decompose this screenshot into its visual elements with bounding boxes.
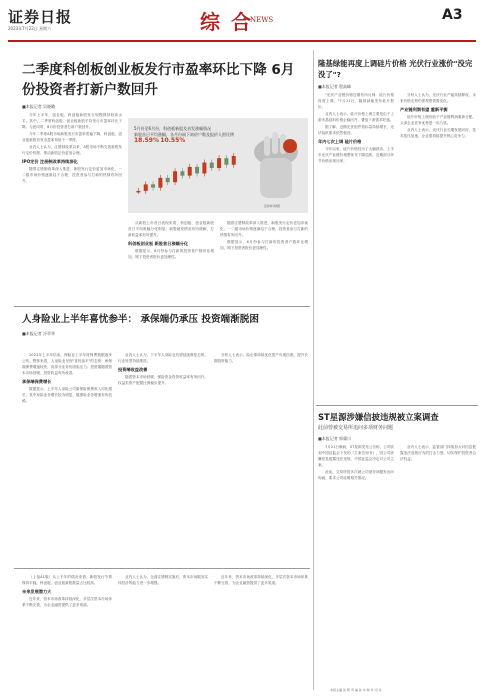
candle-body [217,158,221,168]
section-divider [316,405,478,406]
masthead [0,0,484,46]
paragraph: 从新股上市首日表现来看，科创板、创业板新股首日平均涨幅分化明显。新股破发情况有所缓解，打新收益率有所提升。 [128,221,214,237]
paragraph: 数据显示，6月份参与打新的投资者户数环比增加，网下投资者报价更加理性。 [220,240,308,250]
paragraph: 今年上半年，创业板、科创板新股发行规模保持较高水平。其中，二季度科创板、创业板新股平均发行市盈率环比下降。与此同时，6月份投资者打新户数回升。 [22,113,122,129]
infographic-value-1: 18.59% [134,137,159,144]
candle-body [188,167,192,176]
section-divider [14,306,310,307]
lead-article [22,60,308,110]
paragraph: 数据显示，6月份参与打新的投资者户数环比增加，网下投资者报价更加理性。 [128,249,214,259]
candle-body [210,163,214,168]
paragraph: 随着资本市场回暖，保险资金投资收益率有所回升，权益类资产配置比例稳步提升。 [118,375,208,385]
lead-subheading: 科创板创业板 新股首日涨幅分化 [128,241,189,246]
st-article-title: ST星源涉嫌信披违规被立案调查 [318,412,439,422]
infographic-line-2: 新股首日平均涨幅，各月份网下询价户数及报价入围比例 [134,132,234,137]
lead-subheading: IPO定价 注册制改革持续深化 [22,159,78,164]
lead-article-column-2 [128,220,214,302]
insurance-subheading: 投资端收益改善 [118,367,148,372]
candle-body [180,171,184,175]
section-divider [14,568,310,569]
insurance-subheading: 承保端保费增长 [22,379,52,384]
infographic-caption [134,126,234,144]
right-article-column-1 [318,92,394,400]
paragraph: 近年来，资本市场改革持续深化，多层次资本市场体系不断完善，为企业融资提供了更多渠道。 [22,597,112,607]
paragraph: 7月21日晚间，ST星源发布公告称，公司收到中国证监会下发的《立案告知书》，因公司涉嫌信息披露违法违规，中国证监会决定对公司立案。 [318,445,394,467]
lead-article-byline: ■本报记者 吴晓璐 [22,104,56,109]
paragraph: 业内人士认为，下半年人身险业有望延续修复态势，行业转型持续推进。 [118,353,208,363]
candlestick-graphic [132,152,242,206]
st-article-column-1 [318,444,394,684]
hand-illustration [246,122,306,210]
paragraph: 业内人士表示，监管部门持续加大对信息披露违法违规行为的打击力度，切实保护投资者合法权益。 [400,445,476,461]
paragraph: 2023年上半年结束，保险业上半年度保费数据逐步公布。整体来看，人身险业呈现"喜忧参半"的态势：承保端保费增速较快，但部分业务仍面临压力；投资端随着资本市场回暖，投资收益有所改善。 [22,353,112,375]
infographic [128,118,308,213]
candle-body [224,158,228,165]
insurance-article-column-3 [214,352,308,562]
paragraph: 业内人士认为，注册制改革以来，A股市场不断完善新股发行定价机制，推动新股定价更加合理。 [22,145,122,155]
page-number: A3 [442,7,463,23]
candle-body [151,184,155,187]
lead-article-column-1 [22,112,122,302]
paragraph: （上接A1版）从上半年的情况来看，新股发行节奏保持平稳，科创板、创业板新股数量占比较高。 [22,575,112,585]
section-title: 综 合 [200,10,253,34]
infographic-line-1: 5月份至6月份，科创板新股及首发涨幅情况 [134,126,212,131]
newspaper-brand: 证券日报 [8,8,73,26]
paragraph: 业内人士认为，全面注册制实施后，资本市场服务实体经济的能力进一步增强。 [118,575,208,585]
st-article-column-2 [400,444,476,684]
insurance-article-byline: ■本报记者 冷翠华 [22,331,56,336]
candle-body [166,178,170,182]
paragraph: 分析人士表示，险企需持续优化资产负债匹配，提升长期投资能力。 [214,353,308,363]
right-subheading: 产业链利润有望 重新平衡 [400,107,448,112]
lead-article-column-3 [220,220,308,302]
page-footer: 本版主编 沈 明 责 编 孙 华 制 作 闫 亮 [330,688,382,692]
insurance-article-title: 人身险业上半年喜忧参半： 承保端仍承压 投资端渐脱困 [22,314,259,325]
paragraph: 分析人士认为，光伏行业产能持续释放，未来价格走势仍需观察供需变化。 [400,93,476,103]
right-article-byline: ■本报记者 殷高峰 [318,84,352,89]
st-article-subtitle: 此前曾被交易所追问多项财务问题 [318,425,394,431]
candle-body [202,163,206,174]
candle-body [232,156,236,165]
paragraph: 今年以来，硅片价格经历了大幅波动。上半年光伏产业链价格整体呈下降趋势，近期部分环节价格出现反弹。 [318,147,394,163]
paragraph: 据了解，近期光伏组件招标量持续增长，光伏装机需求依然强劲。 [318,125,394,135]
continued-subheading: 未来发展潜力大 [22,589,52,594]
right-article-title: 隆基绿能再度上调硅片价格 光伏行业涨价"没完没了"? [318,59,473,79]
masthead-divider [8,40,476,42]
st-article-byline: ■本报记者 郭冀川 [318,436,352,441]
paragraph: "光伏产业链价格近期有所反弹，硅片价格再度上调。"7月21日，隆基绿能发布硅片报价。 [318,93,394,109]
candle-body [144,184,148,191]
column-divider [313,50,314,690]
insurance-article [22,313,308,337]
section-title-en: NEWS [250,16,274,24]
paragraph: 近年来，资本市场改革持续深化，多层次资本市场体系不断完善，为企业融资提供了更多渠道。 [214,575,308,585]
paragraph: 数据显示，上半年人身险公司原保险保费收入同比增长，其中寿险业务增长较为明显，健康险业务增速有所放缓。 [22,387,112,403]
right-subheading: 年内七次上调 硅片价格 [318,139,362,144]
right-article-column-2 [400,92,476,400]
st-xingyuan-article [318,411,476,442]
issue-date: 2023年7月22日 星期六 [8,26,52,31]
insurance-article-column-2 [118,352,208,562]
right-article [318,58,476,90]
paragraph: 随着注册制改革深入推进，新股发行定价更加市场化，一二级市场价格逐渐趋于合理，投资者参与打新的热情有所回升。 [22,167,122,183]
insurance-article-column-1 [22,352,112,562]
paragraph: 业内人士表示，硅片价格上调主要是由于上游多晶硅料价格企稳回升，叠加下游需求旺盛。 [318,112,394,122]
candle-body [136,191,140,193]
candle-body [158,178,162,188]
paragraph: 硅片价格上调有助于产业链利润重新分配，头部企业竞争优势进一步凸显。 [400,115,476,125]
infographic-credit: 张彬彬/制图 [264,204,281,208]
lead-article-title: 二季度科创板创业板发行市盈率环比下降 6月份投资者打新户数回升 [22,62,295,98]
paragraph: 今年二季度A股市场新股发行市盈率普遍下降，科创板、创业板新股首发市盈率均低于一季度。 [22,132,122,142]
paragraph: 业内人士表示，光伏行业长期发展向好，技术迭代加速，企业需持续提升核心竞争力。 [400,128,476,138]
continued-article-column-2 [118,574,208,694]
candle-body [173,171,177,182]
candle-body [195,167,199,174]
continued-article-column-3 [214,574,308,694]
continued-article-column-1 [22,574,112,694]
paragraph: 此前，交易所曾多次就公司财务问题发出问询函，要求公司说明相关情况。 [318,470,394,480]
paragraph: 随着注册制改革深入推进，新股发行定价更加市场化，一二级市场价格逐渐趋于合理，投资者参与打新的热情有所回升。 [220,221,308,237]
infographic-value-2: 10.55% [160,137,186,144]
